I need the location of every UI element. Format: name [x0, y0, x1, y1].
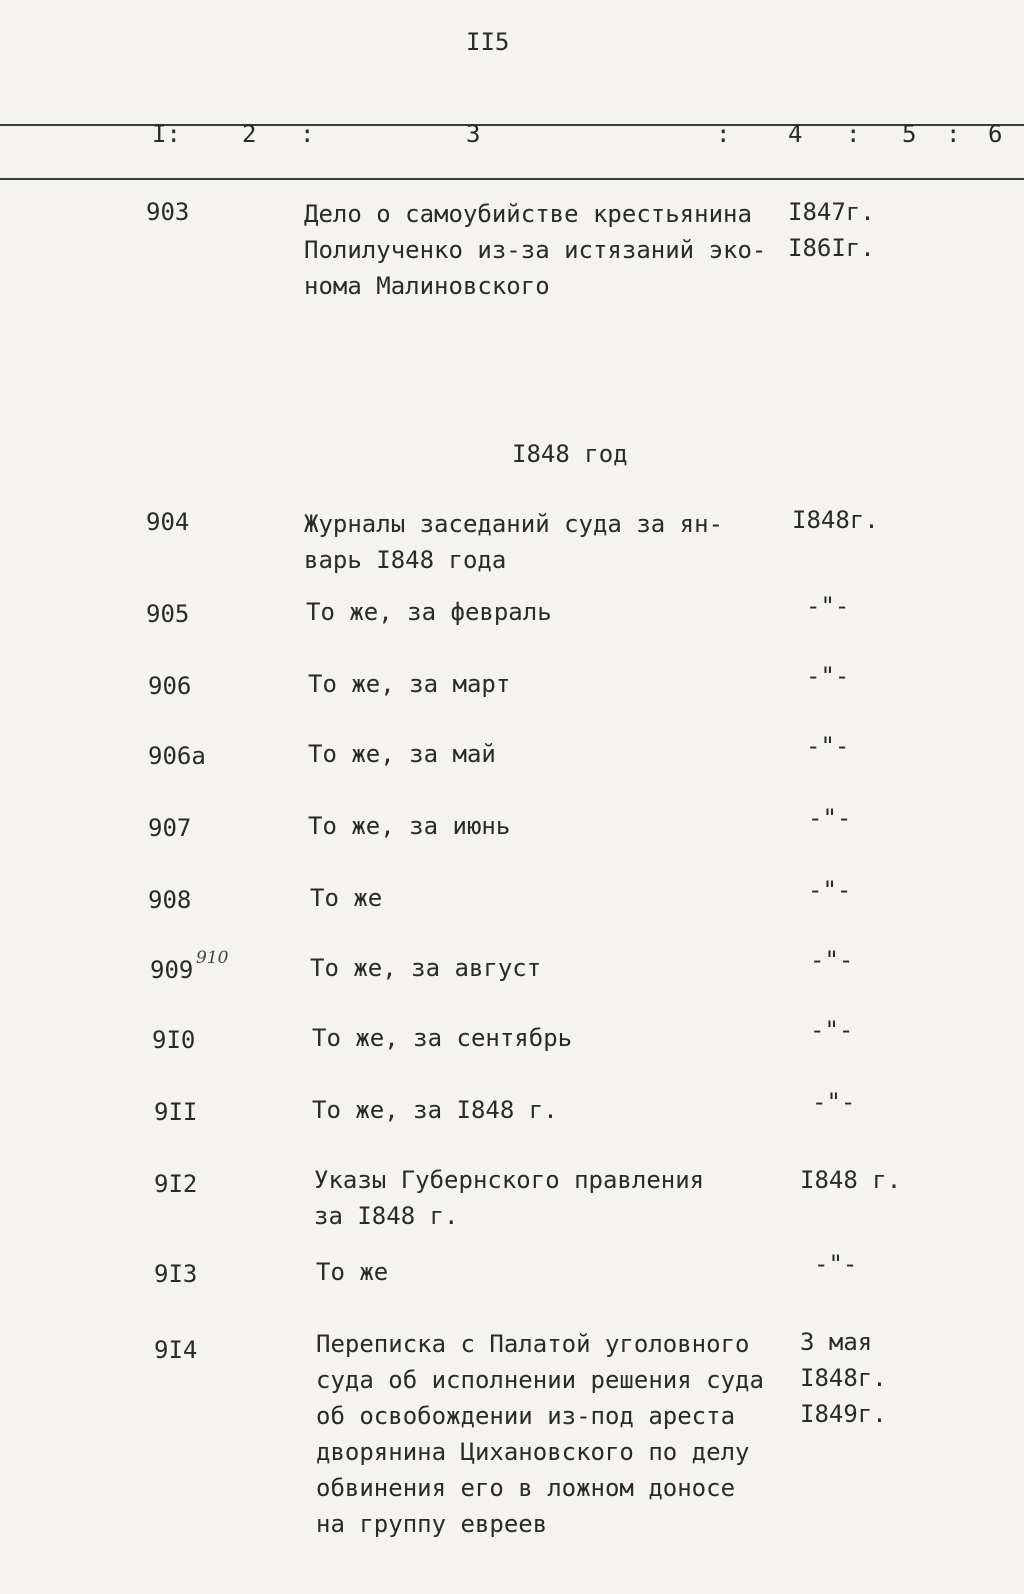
column-header-6: 6	[988, 120, 1003, 148]
entry-number: 9I3	[154, 1260, 198, 1288]
entry-line: Переписка с Палатой уголовного	[316, 1330, 750, 1358]
entry-number: 9I2	[154, 1170, 198, 1198]
entry-number: 907	[148, 814, 192, 842]
entry-date: -"-	[806, 592, 850, 620]
entry-number: 9I4	[154, 1336, 198, 1364]
entry-date: -"-	[808, 804, 852, 832]
entry-line: суда об исполнении решения суда	[316, 1366, 764, 1394]
entry-date: -"-	[814, 1250, 858, 1278]
entry-line: Дело о самоубийстве крестьянина	[304, 200, 752, 228]
column-separator: :	[846, 120, 861, 148]
entry-line: То же, за май	[308, 740, 496, 768]
entry-date: I86Iг.	[788, 234, 875, 262]
entry-date: -"-	[810, 946, 854, 974]
entry-line: То же, за июнь	[308, 812, 511, 840]
entry-number: 909	[150, 956, 194, 984]
entry-line: То же, за март	[308, 670, 511, 698]
entry-date: -"-	[806, 662, 850, 690]
entry-line: варь I848 года	[304, 546, 507, 574]
entry-line: за I848 г.	[314, 1202, 459, 1230]
page-number: II5	[466, 28, 510, 56]
entry-date: 3 мая	[800, 1328, 873, 1356]
section-title: I848 год	[512, 440, 628, 468]
entry-number: 905	[146, 600, 190, 628]
entry-line: обвинения его в ложном доносе	[316, 1474, 736, 1502]
entry-line: Полилученко из-за истязаний эко-	[304, 236, 767, 264]
entry-date: -"-	[810, 1016, 854, 1044]
handwritten-correction: 910	[196, 948, 229, 968]
entry-line: дворянина Цихановского по делу	[316, 1438, 750, 1466]
entry-date: -"-	[806, 732, 850, 760]
entry-line: То же, за август	[310, 954, 542, 982]
column-separator: :	[716, 120, 731, 148]
entry-date: -"-	[808, 876, 852, 904]
entry-line: То же, за I848 г.	[312, 1096, 558, 1124]
entry-line: на группу евреев	[316, 1510, 548, 1538]
entry-line: Указы Губернского правления	[314, 1166, 705, 1194]
entry-date: I849г.	[800, 1400, 887, 1428]
entry-number: 903	[146, 198, 190, 226]
entry-line: То же, за февраль	[306, 598, 552, 626]
entry-date: I847г.	[788, 198, 875, 226]
column-header-3: 3	[466, 120, 481, 148]
header-bottom-rule	[0, 178, 1024, 180]
entry-date: I848 г.	[800, 1166, 902, 1194]
entry-number: 9I0	[152, 1026, 196, 1054]
entry-line: об освобождении из-под ареста	[316, 1402, 736, 1430]
entry-number: 9II	[154, 1098, 198, 1126]
column-header-4: 4	[788, 120, 803, 148]
column-header-1: I:	[152, 120, 181, 148]
entry-line: То же, за сентябрь	[312, 1024, 573, 1052]
column-header-2: 2	[242, 120, 257, 148]
column-separator: :	[300, 120, 315, 148]
entry-number: 906а	[148, 742, 206, 770]
column-separator: :	[946, 120, 961, 148]
entry-number: 904	[146, 508, 190, 536]
entry-line: Журналы заседаний суда за ян-	[304, 510, 724, 538]
entry-date: I848г.	[792, 506, 879, 534]
entry-line: То же	[316, 1258, 389, 1286]
column-header-5: 5	[902, 120, 917, 148]
entry-date: I848г.	[800, 1364, 887, 1392]
entry-line: То же	[310, 884, 383, 912]
entry-date: -"-	[812, 1088, 856, 1116]
entry-number: 906	[148, 672, 192, 700]
entry-number: 908	[148, 886, 192, 914]
entry-line: нома Малиновского	[304, 272, 550, 300]
